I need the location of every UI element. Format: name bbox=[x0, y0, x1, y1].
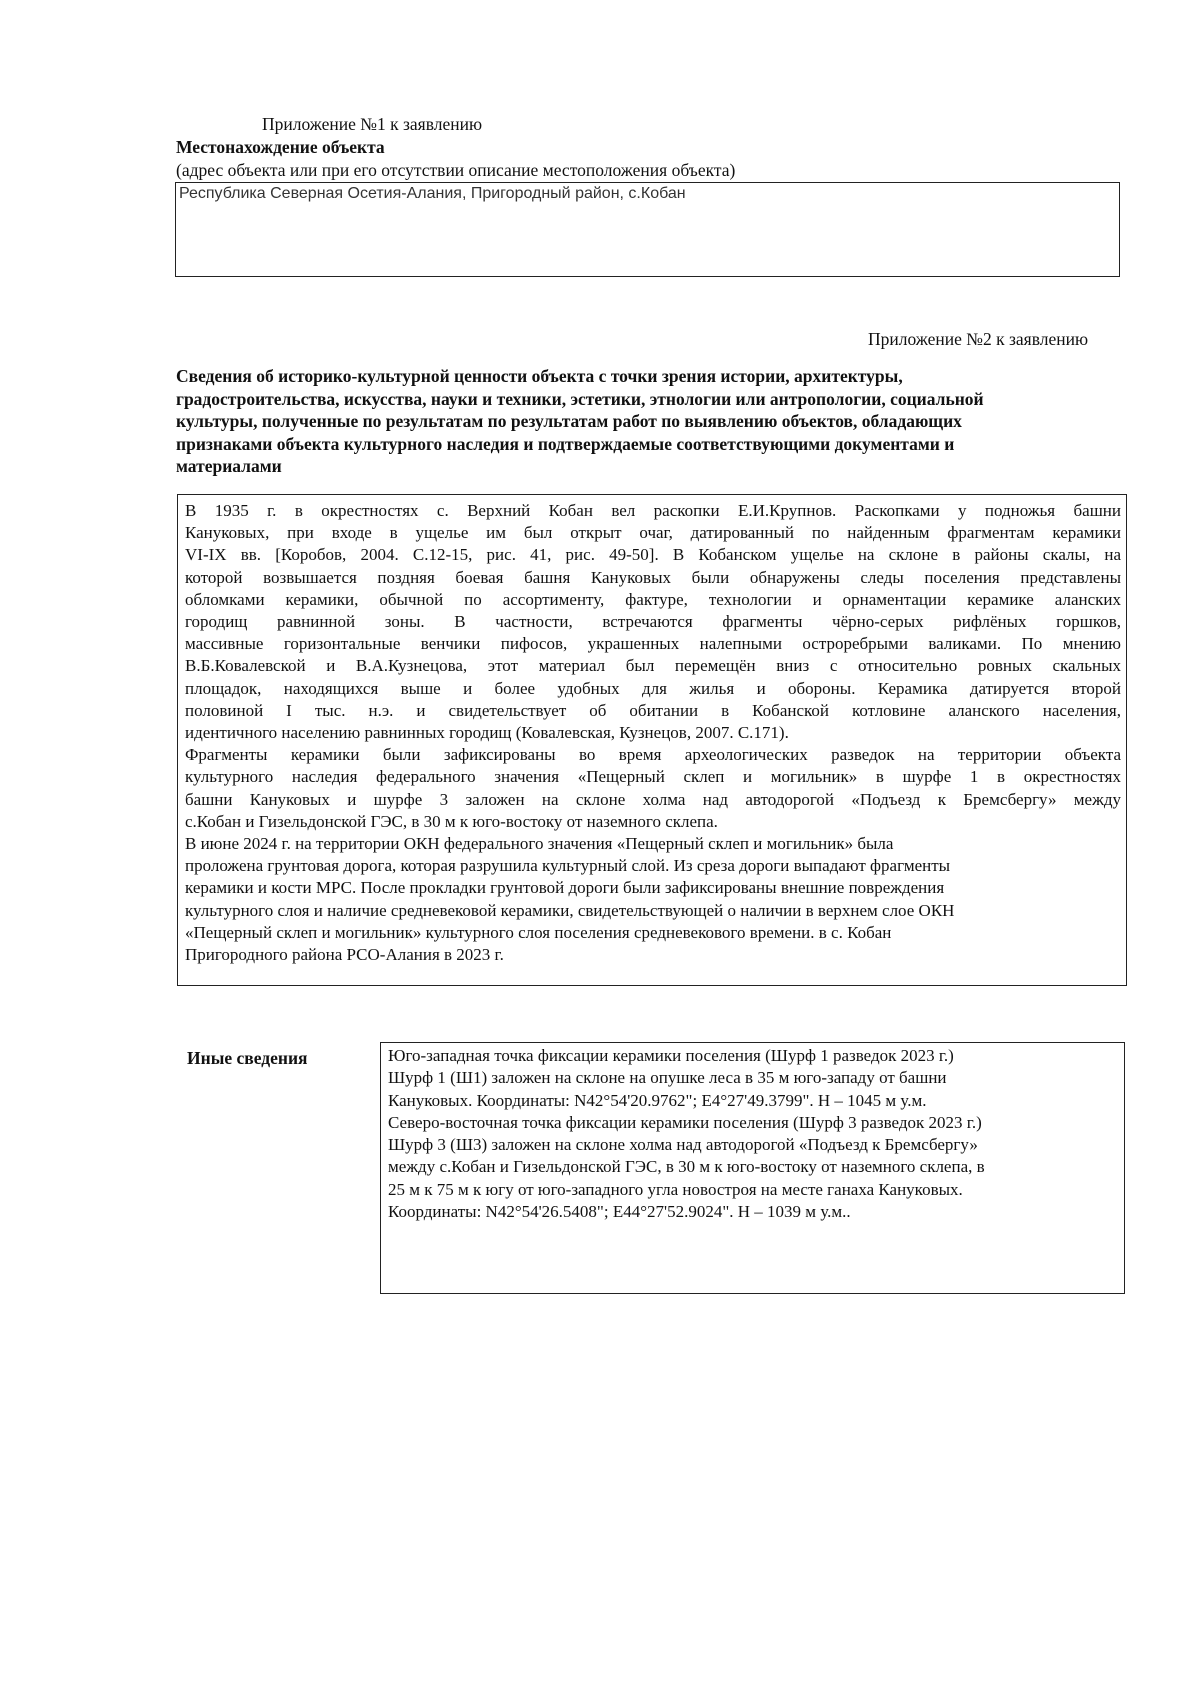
value-text-line: Пригородного района РСО-Алания в 2023 г. bbox=[185, 945, 504, 965]
address-box bbox=[175, 182, 1120, 277]
value-text-line: площадок, находящихся выше и более удобных для жилья и обороны. Керамика датируется второй bbox=[185, 678, 1121, 698]
value-text-line: которой возвышается поздняя боевая башня Кануковых были обнаружены следы поселения представлены bbox=[185, 567, 1121, 587]
value-text-line: массивные горизонтальные венчики пифосов, украшенных налепными остроребрыми валиками. По мнению bbox=[185, 634, 1121, 654]
value-text-line: Фрагменты керамики были зафиксированы во время археологических разведок на территории объекта bbox=[185, 745, 1121, 765]
location-subheading: (адрес объекта или при его отсутствии описание местоположения объекта) bbox=[176, 160, 736, 180]
appendix2-title: Приложение №2 к заявлению bbox=[868, 329, 1089, 349]
other-info-line: Координаты: N42°54'26.5408"; E44°27'52.9024". Н – 1039 м у.м.. bbox=[388, 1202, 851, 1222]
other-info-line: Шурф 1 (Ш1) заложен на склоне на опушке леса в 35 м юго-западу от башни bbox=[388, 1068, 947, 1088]
other-info-line: Северо-восточная точка фиксации керамики поселения (Шурф 3 разведок 2023 г.) bbox=[388, 1112, 982, 1132]
address-text: Республика Северная Осетия-Алания, Пригородный район, с.Кобан bbox=[179, 185, 686, 202]
value-heading bbox=[176, 365, 984, 478]
value-text-line: «Пещерный склеп и могильник» культурного слоя поселения средневекового времени. в с. Кобан bbox=[185, 922, 892, 942]
value-heading-line: Сведения об историко-культурной ценности объекта с точки зрения истории, архитектуры, bbox=[176, 366, 903, 386]
value-text-line: VI-IX вв. [Коробов, 2004. С.12-15, рис. 41, рис. 49-50]. В Кобанском ущелье на склоне в районы скалы, на bbox=[185, 545, 1121, 565]
other-info-line: между с.Кобан и Гизельдонской ГЭС, в 30 м к юго-востоку от наземного склепа, в bbox=[388, 1157, 985, 1177]
value-heading-line: культуры, полученные по результатам по результатам работ по выявлению объектов, обладающих bbox=[176, 411, 962, 432]
value-text-line: Кануковых, при входе в ущелье им был открыт очаг, датированный по найденным фрагментам керамики bbox=[185, 523, 1121, 543]
value-heading-line: градостроительства, искусства, науки и техники, эстетики, этнологии или антропологии, социальной bbox=[176, 388, 984, 409]
other-info-line: Юго-западная точка фиксации керамики поселения (Шурф 1 разведок 2023 г.) bbox=[388, 1046, 954, 1065]
value-text-line: В 1935 г. в окрестностях с. Верхний Кобан вел раскопки Е.И.Крупнов. Раскопками у подножья башни bbox=[185, 501, 1121, 520]
value-text-line: башни Кануковых и шурфе 3 заложен на склоне холма над автодорогой «Подъезд к Бремсбергу» между bbox=[185, 789, 1121, 809]
value-text-line: культурного слоя и наличие средневековой керамики, свидетельствующей о наличии в верхнем слое ОКН bbox=[185, 900, 955, 920]
other-info-line: 25 м к 75 м к югу от юго-западного угла новостроя на месте ганаха Кануковых. bbox=[388, 1179, 963, 1199]
value-text-line: городищ равнинной зоны. В частности, встречаются фрагменты чёрно-серых рифлёных горшков, bbox=[185, 612, 1121, 632]
value-text-line: с.Кобан и Гизельдонской ГЭС, в 30 м к юго-востоку от наземного склепа. bbox=[185, 811, 718, 831]
value-text bbox=[185, 500, 1121, 966]
value-text-line: половиной I тыс. н.э. и свидетельствует об обитании в Кобанской котловине аланского населения, bbox=[185, 700, 1121, 720]
value-text-line: керамики и кости МРС. После прокладки грунтовой дороги были зафиксированы внешние повреждения bbox=[185, 878, 945, 898]
value-heading-line: признаками объекта культурного наследия и подтверждаемые соответствующими документами и bbox=[176, 433, 955, 454]
value-text-line: В.Б.Ковалевской и В.А.Кузнецова, этот материал был перемещён вниз с относительно ровных скальных bbox=[185, 656, 1121, 676]
value-text-box bbox=[177, 494, 1127, 986]
other-info-line: Шурф 3 (Ш3) заложен на склоне холма над автодорогой «Подъезд к Бремсбергу» bbox=[388, 1135, 978, 1155]
value-text-line: В июне 2024 г. на территории ОКН федерального значения «Пещерный склеп и могильник» была bbox=[185, 834, 894, 854]
value-heading-line: материалами bbox=[176, 456, 282, 477]
other-info-line: Кануковых. Координаты: N42°54'20.9762"; E4°27'49.3799". Н – 1045 м у.м. bbox=[388, 1090, 927, 1110]
other-info-text bbox=[388, 1045, 985, 1223]
value-text-line: обломками керамики, обычной по ассортименту, фактуре, технологии и орнаментации керамике аланских bbox=[185, 589, 1121, 609]
other-info-box bbox=[380, 1042, 1125, 1294]
appendix1-title: Приложение №1 к заявлению bbox=[262, 114, 483, 134]
value-text-line: идентичного населению равнинных городищ (Ковалевская, Кузнецов, 2007. С.171). bbox=[185, 723, 789, 743]
value-text-line: культурного наследия федерального значения «Пещерный склеп и могильник» в шурфе 1 в окрестностях bbox=[185, 767, 1121, 787]
other-info-label: Иные сведения bbox=[187, 1048, 308, 1068]
location-heading: Местонахождение объекта bbox=[176, 137, 385, 157]
value-text-line: проложена грунтовая дорога, которая разрушила культурный слой. Из среза дороги выпадают фрагменты bbox=[185, 856, 951, 876]
